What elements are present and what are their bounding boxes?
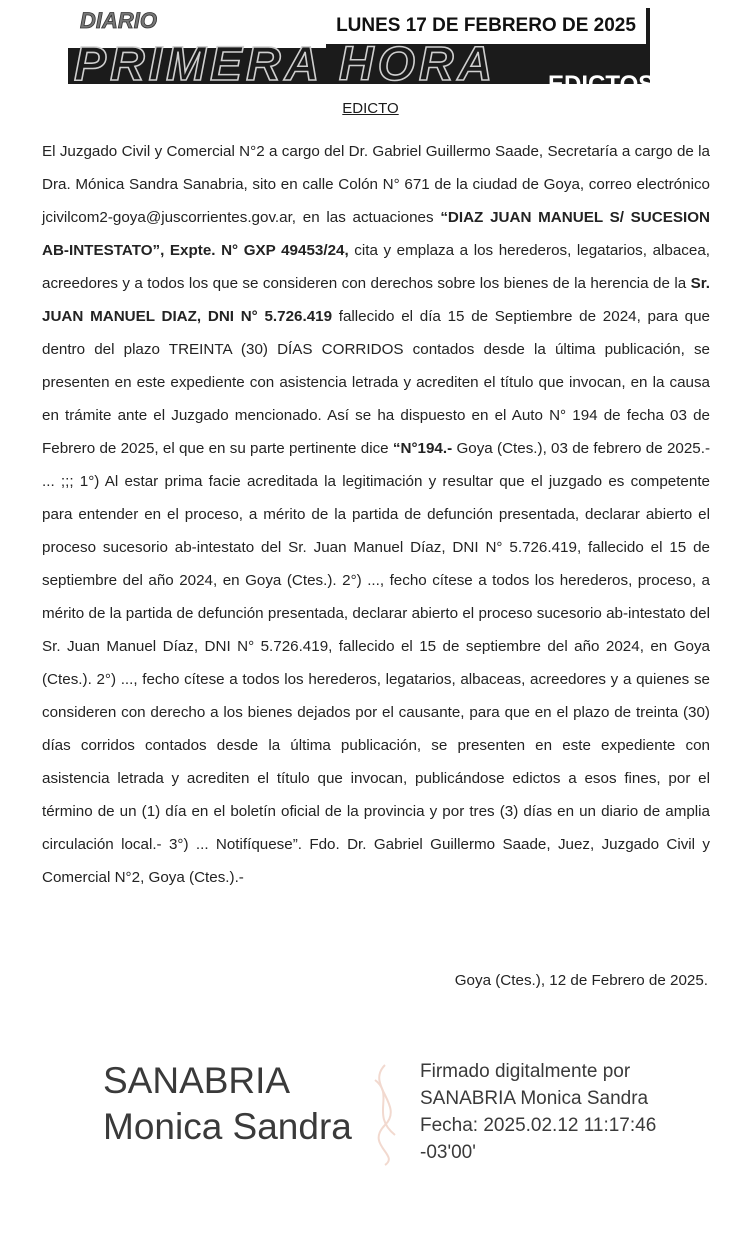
digital-signature-details bbox=[420, 1058, 656, 1166]
body-text-segment: El Juzgado Civil y Comercial N°2 a cargo del Dr. Gabriel Guillermo Saade, Secretaría a cargo de la Dra. Mónica Sandra Sanabria, sito en calle Colón N° 671 de la ciudad de Goya, correo electrónico jcivilcom2-goya@juscorrientes.gov.ar, en las actuaciones bbox=[42, 143, 710, 226]
masthead-section: EDICTOS bbox=[548, 71, 655, 98]
signature-seal-icon bbox=[355, 1060, 415, 1170]
body-text-segment: fallecido el día 15 de Septiembre de 2024, para que dentro del plazo TREINTA (30) DÍAS CORRIDOS contados desde la última publicación, se presenten en este expediente con asistencia letrada y acrediten el título que invocan, en la causa en trámite ante el Juzgado mencionado. Así se ha dispuesto en el Auto N° 194 de fecha 03 de Febrero de 2025, el que en su parte pertinente dice bbox=[42, 308, 710, 457]
document-title: EDICTO bbox=[342, 100, 399, 117]
masthead-top-word: DIARIO bbox=[80, 8, 157, 33]
signature-detail-line: SANABRIA Monica Sandra bbox=[420, 1088, 649, 1109]
newspaper-masthead bbox=[68, 8, 655, 98]
signature-surname: SANABRIA bbox=[103, 1060, 291, 1101]
edition-date: LUNES 17 DE FEBRERO DE 2025 bbox=[336, 15, 636, 36]
signature-given-names: Monica Sandra bbox=[103, 1106, 352, 1147]
signature-name bbox=[103, 1058, 352, 1150]
masthead-main-word: PRIMERA HORA bbox=[74, 38, 497, 91]
place-and-date: Goya (Ctes.), 12 de Febrero de 2025. bbox=[454, 972, 708, 989]
signature-detail-line: Firmado digitalmente por bbox=[420, 1061, 631, 1082]
deceased-name: Sr. JUAN MANUEL DIAZ, DNI N° 5.726.419 bbox=[42, 275, 710, 325]
edict-body bbox=[42, 135, 710, 894]
body-text-segment: Goya (Ctes.), 03 de febrero de 2025.- ... ;;; 1°) Al estar prima facie acreditada la legitimación y resultar que el juzgado es competente para entender en el proceso, a mérito de la partida de defunción presentada, declarar abierto el proceso sucesorio ab-intestato del Sr. Juan Manuel Díaz, DNI N° 5.726.419, fallecido el 15 de septiembre del año 2024, en Goya (Ctes.). 2°) ..., fecho cítese a todos los herederos, proceso, a mérito de la partida de defunción presentada, declarar abierto el proceso sucesorio ab-intestato del Sr. Juan Manuel Díaz, DNI N° 5.726.419, fallecido el 15 de septiembre del año 2024, en Goya (Ctes.). 2°) ..., fecho cítese a todos los herederos, legatarios, albaceas, acreedores y a quienes se consideren con derecho a los bienes dejados por el causante, para que en el plazo de treinta (30) días corridos contados desde la última publicación, se presenten en este expediente con asistencia letrada y acrediten el título que invocan, publicándose edictos a esos fines, por el término de un (1) día en el boletín oficial de la provincia y por tres (3) días en un diario de amplia circulación local.- 3°) ... Notifíquese”. Fdo. Dr. Gabriel Guillermo Saade, Juez, Juzgado Civil y Comercial N°2, Goya (Ctes.).- bbox=[42, 440, 711, 886]
signature-detail-line: -03'00' bbox=[420, 1142, 476, 1163]
signature-detail-line: Fecha: 2025.02.12 11:17:46 bbox=[420, 1115, 657, 1136]
body-text-segment: cita y emplaza a los herederos, legatarios, albacea, acreedores y a todos los que se consideren con derechos sobre los bienes de la herencia de la bbox=[42, 242, 710, 292]
case-title: “DIAZ JUAN MANUEL S/ SUCESION AB-INTESTATO”, Expte. N° GXP 49453/24, bbox=[42, 209, 710, 259]
auto-number: “N°194.- bbox=[392, 440, 453, 457]
